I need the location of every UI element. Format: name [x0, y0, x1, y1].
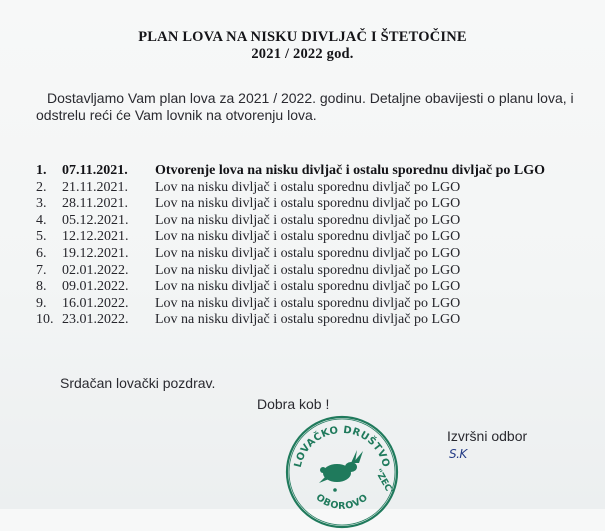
plan-row-text: Otvorenje lova na nisku divljač i ostalu sporednu divljač po LGO [155, 163, 545, 178]
plan-row-number: 1. [36, 163, 47, 178]
plan-row-date: 02.01.2022. [62, 262, 129, 278]
plan-row [36, 296, 596, 313]
plan-row-text: Lov na nisku divljač i ostalu sporednu divljač po LGO [155, 229, 461, 245]
plan-row-date: 05.12.2021. [62, 212, 129, 228]
plan-row-number: 5. [36, 229, 47, 245]
plan-row [36, 180, 596, 197]
stamp-text-name: "ZEC" [372, 467, 396, 498]
document-title: PLAN LOVA NA NISKU DIVLJAČ I ŠTETOČINE [138, 29, 467, 45]
greeting-text: Srdačan lovački pozdrav. [60, 375, 216, 391]
plan-row-number: 10. [36, 312, 54, 328]
plan-row-number: 7. [36, 262, 47, 278]
plan-row [36, 312, 596, 329]
plan-row-date: 16.01.2022. [62, 295, 129, 311]
plan-row-text: Lov na nisku divljač i ostalu sporednu divljač po LGO [155, 212, 461, 228]
plan-row-number: 4. [36, 212, 47, 228]
plan-row-text: Lov na nisku divljač i ostalu sporednu divljač po LGO [155, 179, 461, 195]
plan-row [36, 279, 596, 296]
plan-row-text: Lov na nisku divljač i ostalu sporednu divljač po LGO [155, 196, 461, 212]
plan-row-text: Lov na nisku divljač i ostalu sporednu divljač po LGO [155, 312, 461, 328]
plan-row-text: Lov na nisku divljač i ostalu sporednu divljač po LGO [155, 245, 461, 261]
hare-icon [319, 450, 363, 483]
plan-row [36, 196, 596, 213]
committee-label: Izvršni odbor [447, 428, 528, 444]
stamp-text-bottom: OBOROVO [313, 492, 371, 512]
plan-row-text: Lov na nisku divljač i ostalu sporednu divljač po LGO [155, 295, 461, 311]
plan-row-date: 21.11.2021. [62, 179, 128, 195]
hunting-plan-list [36, 163, 596, 329]
wish-text: Dobra kob ! [257, 396, 330, 412]
plan-row-date: 07.11.2021. [62, 163, 128, 178]
plan-row-date: 19.12.2021. [62, 245, 129, 261]
plan-row-number: 3. [36, 196, 47, 212]
plan-row [36, 163, 596, 180]
plan-row-date: 28.11.2021. [62, 196, 128, 212]
plan-row-number: 2. [36, 179, 47, 195]
plan-row [36, 213, 596, 230]
club-stamp [283, 413, 401, 531]
plan-row [36, 246, 596, 263]
plan-row-number: 9. [36, 295, 47, 311]
intro-line-1: Dostavljamo Vam plan lova za 2021 / 2022. godinu. Detaljne obavijesti o planu lova, i [47, 90, 574, 106]
plan-row-date: 23.01.2022. [62, 312, 129, 328]
plan-row [36, 229, 596, 246]
plan-row-text: Lov na nisku divljač i ostalu sporednu divljač po LGO [155, 279, 461, 295]
stamp-text-top: LOVAČKO DRUŠTVO [292, 424, 392, 469]
plan-row-date: 09.01.2022. [62, 279, 129, 295]
document-subtitle-year: 2021 / 2022 god. [251, 46, 354, 62]
plan-row [36, 263, 596, 280]
plan-row-number: 6. [36, 245, 47, 261]
plan-row-text: Lov na nisku divljač i ostalu sporednu divljač po LGO [155, 262, 461, 278]
intro-line-2: odstrelu reći će Vam lovnik na otvorenju lova. [36, 107, 317, 123]
plan-row-date: 12.12.2021. [62, 229, 129, 245]
handwritten-signature: S.K [449, 447, 467, 461]
plan-row-number: 8. [36, 279, 47, 295]
